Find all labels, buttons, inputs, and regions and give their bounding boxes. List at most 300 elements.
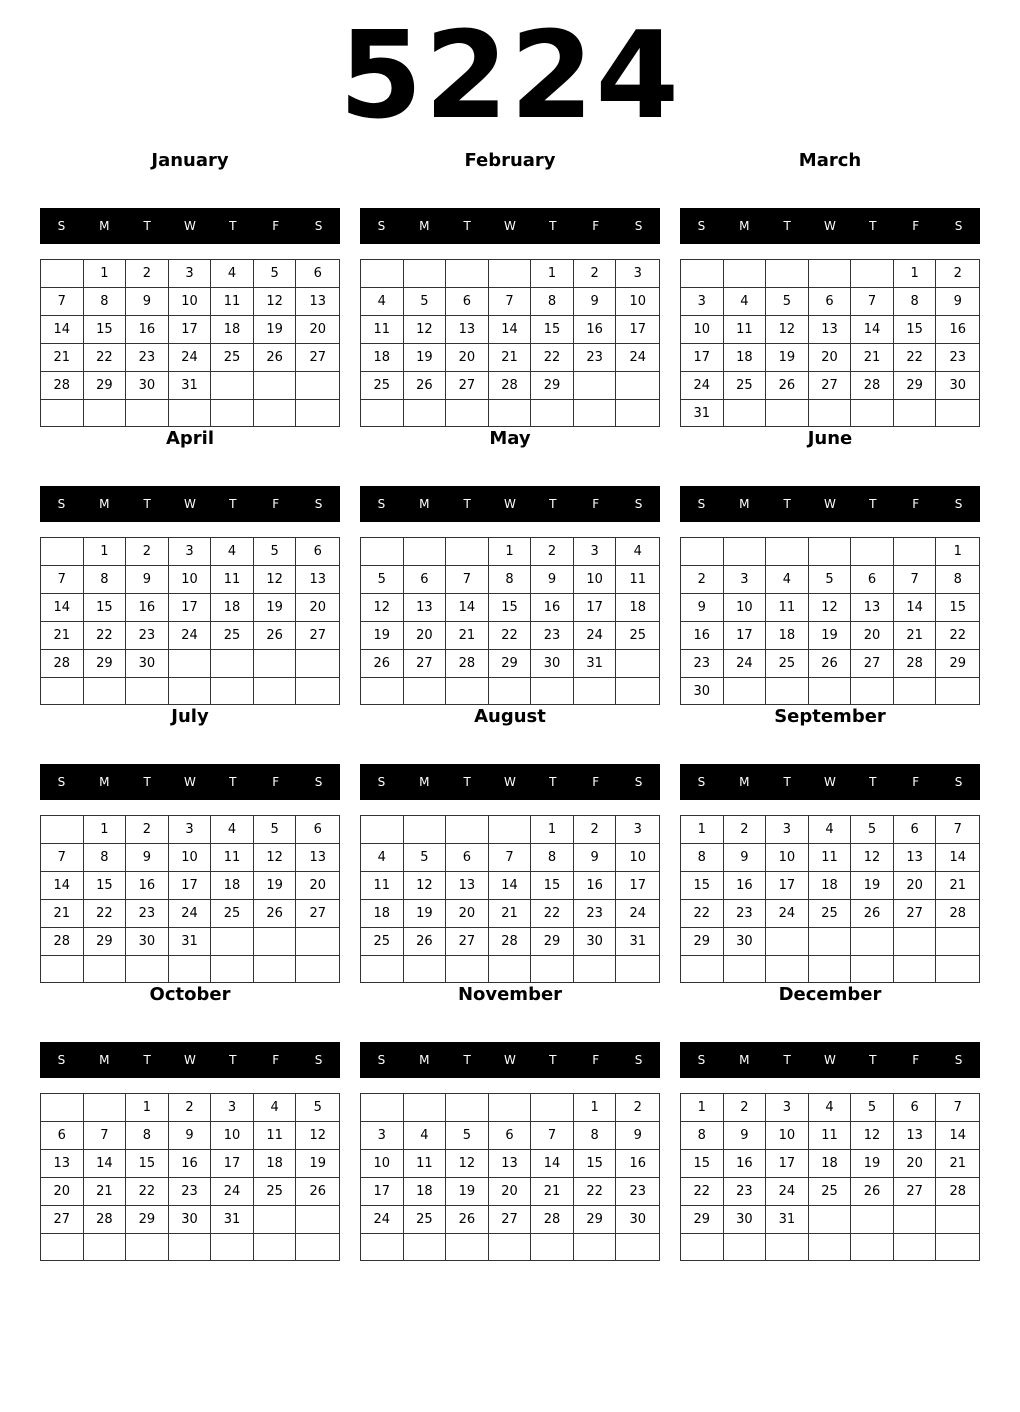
day-cell: 29 — [894, 372, 937, 400]
empty-day-cell — [211, 372, 254, 400]
empty-day-cell — [404, 678, 447, 704]
day-cell: 23 — [616, 1178, 659, 1206]
empty-day-cell — [404, 956, 447, 982]
empty-day-cell — [296, 928, 339, 956]
day-cell: 24 — [766, 900, 809, 928]
weekday-label: T — [229, 1053, 237, 1067]
day-cell: 20 — [489, 1178, 532, 1206]
day-grid — [680, 815, 980, 983]
empty-day-cell — [851, 1234, 894, 1260]
day-cell: 14 — [894, 594, 937, 622]
day-cell: 8 — [84, 288, 127, 316]
day-cell: 10 — [169, 566, 212, 594]
weekday-label: S — [697, 219, 706, 233]
day-cell: 21 — [936, 872, 979, 900]
month-name: April — [165, 428, 215, 449]
day-cell: 6 — [296, 816, 339, 844]
weekday-label: F — [912, 497, 920, 511]
empty-day-cell — [41, 956, 84, 982]
day-cell: 18 — [404, 1178, 447, 1206]
day-cell: 13 — [41, 1150, 84, 1178]
weekday-label: T — [549, 775, 557, 789]
day-cell: 26 — [809, 650, 852, 678]
day-cell: 21 — [41, 344, 84, 372]
day-cell: 22 — [681, 900, 724, 928]
day-cell: 16 — [574, 872, 617, 900]
day-cell: 4 — [724, 288, 767, 316]
day-cell: 3 — [724, 566, 767, 594]
empty-day-cell — [254, 678, 297, 704]
day-cell: 5 — [809, 566, 852, 594]
empty-day-cell — [84, 1094, 127, 1122]
day-grid — [680, 1093, 980, 1261]
empty-day-cell — [681, 538, 724, 566]
day-cell: 22 — [84, 622, 127, 650]
empty-day-cell — [361, 678, 404, 704]
day-cell: 22 — [894, 344, 937, 372]
day-cell: 25 — [211, 900, 254, 928]
day-cell: 27 — [489, 1206, 532, 1234]
weekday-label: T — [463, 219, 471, 233]
empty-day-cell — [616, 400, 659, 426]
weekday-label: W — [504, 219, 516, 233]
day-cell: 13 — [446, 316, 489, 344]
day-cell: 7 — [851, 288, 894, 316]
day-cell: 25 — [361, 928, 404, 956]
day-grid — [40, 259, 340, 427]
day-cell: 29 — [936, 650, 979, 678]
empty-day-cell — [84, 400, 127, 426]
empty-day-cell — [936, 956, 979, 982]
empty-day-cell — [361, 1234, 404, 1260]
weekday-header — [40, 486, 340, 522]
empty-day-cell — [574, 1234, 617, 1260]
day-cell: 30 — [126, 928, 169, 956]
weekday-label: S — [57, 1053, 66, 1067]
day-cell: 16 — [616, 1150, 659, 1178]
day-cell: 9 — [126, 844, 169, 872]
day-cell: 31 — [211, 1206, 254, 1234]
day-cell: 28 — [531, 1206, 574, 1234]
day-cell: 4 — [616, 538, 659, 566]
empty-day-cell — [361, 956, 404, 982]
day-cell: 17 — [766, 1150, 809, 1178]
day-cell: 12 — [851, 844, 894, 872]
empty-day-cell — [211, 928, 254, 956]
day-cell: 18 — [211, 594, 254, 622]
empty-day-cell — [851, 1206, 894, 1234]
day-cell: 10 — [681, 316, 724, 344]
day-cell: 20 — [851, 622, 894, 650]
empty-day-cell — [894, 678, 937, 705]
day-cell: 29 — [84, 928, 127, 956]
weekday-label: T — [549, 219, 557, 233]
empty-day-cell — [809, 1206, 852, 1234]
day-cell: 1 — [531, 260, 574, 288]
day-cell: 27 — [296, 622, 339, 650]
day-cell: 11 — [211, 844, 254, 872]
empty-day-cell — [936, 1206, 979, 1234]
day-cell: 3 — [211, 1094, 254, 1122]
day-cell: 7 — [41, 844, 84, 872]
day-cell: 8 — [574, 1122, 617, 1150]
empty-day-cell — [724, 1234, 767, 1260]
day-cell: 30 — [126, 650, 169, 678]
empty-day-cell — [254, 956, 297, 982]
day-cell: 14 — [84, 1150, 127, 1178]
day-cell: 18 — [616, 594, 659, 622]
day-cell: 25 — [211, 344, 254, 372]
day-cell: 17 — [361, 1178, 404, 1206]
day-cell: 25 — [809, 1178, 852, 1206]
month-name: February — [464, 150, 556, 171]
empty-day-cell — [574, 372, 617, 400]
day-cell: 14 — [489, 872, 532, 900]
day-cell: 8 — [681, 1122, 724, 1150]
day-cell: 5 — [766, 288, 809, 316]
day-cell: 14 — [936, 844, 979, 872]
weekday-label: W — [184, 219, 196, 233]
weekday-label: M — [419, 219, 430, 233]
day-cell: 23 — [126, 344, 169, 372]
empty-day-cell — [404, 1234, 447, 1260]
day-cell: 27 — [296, 900, 339, 928]
day-cell: 2 — [724, 816, 767, 844]
weekday-label: M — [99, 497, 110, 511]
empty-day-cell — [489, 678, 532, 704]
day-cell: 13 — [446, 872, 489, 900]
weekday-label: W — [504, 497, 516, 511]
weekday-label: T — [143, 497, 151, 511]
day-cell: 29 — [126, 1206, 169, 1234]
empty-day-cell — [766, 400, 809, 427]
day-cell: 29 — [531, 372, 574, 400]
empty-day-cell — [404, 1094, 447, 1122]
month-name: March — [798, 150, 862, 171]
day-cell: 18 — [254, 1150, 297, 1178]
day-cell: 6 — [809, 288, 852, 316]
day-cell: 26 — [254, 900, 297, 928]
day-cell: 19 — [446, 1178, 489, 1206]
day-cell: 30 — [681, 678, 724, 705]
day-cell: 30 — [616, 1206, 659, 1234]
month-may — [360, 428, 660, 671]
day-cell: 17 — [169, 594, 212, 622]
weekday-label: T — [463, 775, 471, 789]
day-cell: 26 — [361, 650, 404, 678]
day-cell: 18 — [766, 622, 809, 650]
weekday-header — [680, 486, 980, 522]
day-cell: 19 — [404, 344, 447, 372]
day-cell: 15 — [84, 316, 127, 344]
day-cell: 29 — [84, 372, 127, 400]
empty-day-cell — [446, 816, 489, 844]
day-cell: 21 — [41, 900, 84, 928]
day-cell: 7 — [531, 1122, 574, 1150]
empty-day-cell — [489, 816, 532, 844]
day-cell: 13 — [851, 594, 894, 622]
day-cell: 19 — [766, 344, 809, 372]
day-cell: 27 — [404, 650, 447, 678]
empty-day-cell — [531, 1234, 574, 1260]
day-cell: 5 — [404, 288, 447, 316]
month-name: November — [457, 984, 563, 1005]
day-cell: 30 — [724, 1206, 767, 1234]
empty-day-cell — [169, 400, 212, 426]
day-cell: 5 — [446, 1122, 489, 1150]
day-cell: 15 — [531, 316, 574, 344]
day-cell: 11 — [766, 594, 809, 622]
weekday-label: S — [634, 219, 643, 233]
day-cell: 23 — [681, 650, 724, 678]
day-cell: 28 — [41, 928, 84, 956]
day-cell: 1 — [681, 1094, 724, 1122]
day-cell: 2 — [126, 816, 169, 844]
day-cell: 11 — [361, 316, 404, 344]
day-cell: 11 — [809, 1122, 852, 1150]
empty-day-cell — [446, 260, 489, 288]
weekday-label: F — [272, 1053, 280, 1067]
day-cell: 31 — [766, 1206, 809, 1234]
day-cell: 24 — [574, 622, 617, 650]
day-grid — [40, 815, 340, 983]
day-cell: 9 — [681, 594, 724, 622]
day-cell: 22 — [84, 344, 127, 372]
empty-day-cell — [681, 1234, 724, 1260]
empty-day-cell — [894, 400, 937, 427]
empty-day-cell — [361, 260, 404, 288]
year-title: 5224 — [339, 7, 681, 146]
day-cell: 4 — [361, 844, 404, 872]
day-cell: 31 — [681, 400, 724, 427]
weekday-header — [40, 208, 340, 244]
empty-day-cell — [616, 372, 659, 400]
day-cell: 15 — [489, 594, 532, 622]
day-cell: 19 — [254, 316, 297, 344]
month-name: October — [149, 984, 231, 1005]
day-cell: 17 — [616, 872, 659, 900]
empty-day-cell — [681, 260, 724, 288]
day-cell: 20 — [894, 1150, 937, 1178]
day-grid — [680, 259, 980, 427]
weekday-label: W — [824, 497, 836, 511]
empty-day-cell — [616, 956, 659, 982]
day-cell: 21 — [489, 344, 532, 372]
day-cell: 25 — [766, 650, 809, 678]
day-cell: 23 — [724, 900, 767, 928]
empty-day-cell — [446, 538, 489, 566]
weekday-label: T — [143, 1053, 151, 1067]
day-cell: 13 — [296, 288, 339, 316]
weekday-label: F — [912, 219, 920, 233]
day-cell: 6 — [894, 1094, 937, 1122]
empty-day-cell — [361, 1094, 404, 1122]
day-cell: 10 — [616, 844, 659, 872]
weekday-label: T — [549, 497, 557, 511]
weekday-label: M — [419, 497, 430, 511]
empty-day-cell — [766, 678, 809, 705]
day-grid — [360, 259, 660, 427]
day-cell: 20 — [446, 900, 489, 928]
day-cell: 29 — [531, 928, 574, 956]
day-cell: 7 — [936, 1094, 979, 1122]
empty-day-cell — [41, 678, 84, 704]
weekday-label: T — [463, 497, 471, 511]
day-cell: 24 — [724, 650, 767, 678]
day-cell: 14 — [41, 316, 84, 344]
empty-day-cell — [446, 1094, 489, 1122]
day-cell: 27 — [809, 372, 852, 400]
day-cell: 4 — [361, 288, 404, 316]
day-cell: 14 — [851, 316, 894, 344]
weekday-label: W — [504, 1053, 516, 1067]
empty-day-cell — [724, 538, 767, 566]
day-cell: 2 — [616, 1094, 659, 1122]
day-cell: 13 — [894, 1122, 937, 1150]
day-cell: 19 — [254, 594, 297, 622]
day-cell: 5 — [404, 844, 447, 872]
empty-day-cell — [766, 260, 809, 288]
day-cell: 22 — [84, 900, 127, 928]
day-cell: 11 — [254, 1122, 297, 1150]
day-cell: 21 — [531, 1178, 574, 1206]
day-cell: 1 — [84, 260, 127, 288]
day-cell: 24 — [211, 1178, 254, 1206]
day-cell: 2 — [169, 1094, 212, 1122]
day-cell: 6 — [894, 816, 937, 844]
month-june — [680, 428, 980, 699]
day-cell: 14 — [531, 1150, 574, 1178]
empty-day-cell — [809, 678, 852, 705]
day-cell: 18 — [361, 900, 404, 928]
weekday-label: M — [99, 1053, 110, 1067]
empty-day-cell — [254, 372, 297, 400]
day-cell: 19 — [254, 872, 297, 900]
day-cell: 7 — [489, 288, 532, 316]
day-cell: 26 — [254, 344, 297, 372]
day-cell: 2 — [126, 538, 169, 566]
day-cell: 10 — [766, 844, 809, 872]
month-name: September — [774, 706, 886, 727]
day-cell: 27 — [894, 1178, 937, 1206]
day-cell: 20 — [296, 872, 339, 900]
day-cell: 15 — [84, 872, 127, 900]
day-cell: 4 — [211, 538, 254, 566]
empty-day-cell — [851, 956, 894, 982]
empty-day-cell — [211, 650, 254, 678]
month-november — [360, 984, 660, 1227]
day-cell: 19 — [809, 622, 852, 650]
empty-day-cell — [211, 400, 254, 426]
day-cell: 26 — [766, 372, 809, 400]
day-cell: 17 — [169, 316, 212, 344]
weekday-label: S — [697, 497, 706, 511]
day-cell: 21 — [936, 1150, 979, 1178]
month-name: August — [474, 706, 546, 727]
weekday-header — [360, 1042, 660, 1078]
empty-day-cell — [851, 928, 894, 956]
day-cell: 21 — [41, 622, 84, 650]
day-cell: 25 — [724, 372, 767, 400]
day-cell: 28 — [489, 928, 532, 956]
empty-day-cell — [84, 956, 127, 982]
day-cell: 11 — [404, 1150, 447, 1178]
empty-day-cell — [361, 538, 404, 566]
day-cell: 1 — [894, 260, 937, 288]
day-cell: 7 — [446, 566, 489, 594]
weekday-label: S — [954, 775, 963, 789]
day-cell: 13 — [894, 844, 937, 872]
day-cell: 6 — [404, 566, 447, 594]
day-cell: 26 — [851, 1178, 894, 1206]
day-cell: 22 — [574, 1178, 617, 1206]
weekday-label: S — [377, 1053, 386, 1067]
day-cell: 28 — [41, 650, 84, 678]
empty-day-cell — [851, 400, 894, 427]
day-cell: 16 — [126, 594, 169, 622]
weekday-label: F — [272, 775, 280, 789]
day-cell: 8 — [531, 288, 574, 316]
month-january — [40, 150, 340, 393]
day-cell: 2 — [574, 260, 617, 288]
day-cell: 1 — [936, 538, 979, 566]
day-cell: 31 — [169, 928, 212, 956]
empty-day-cell — [41, 1234, 84, 1260]
weekday-label: T — [229, 219, 237, 233]
empty-day-cell — [404, 400, 447, 426]
empty-day-cell — [809, 538, 852, 566]
day-cell: 9 — [574, 844, 617, 872]
weekday-label: T — [869, 219, 877, 233]
weekday-label: T — [869, 1053, 877, 1067]
empty-day-cell — [211, 1234, 254, 1260]
weekday-label: M — [739, 1053, 750, 1067]
day-cell: 27 — [446, 372, 489, 400]
empty-day-cell — [361, 400, 404, 426]
day-cell: 5 — [254, 260, 297, 288]
weekday-label: F — [592, 497, 600, 511]
day-cell: 13 — [296, 566, 339, 594]
month-october — [40, 984, 340, 1227]
day-cell: 9 — [126, 288, 169, 316]
weekday-header — [680, 764, 980, 800]
day-cell: 6 — [41, 1122, 84, 1150]
day-cell: 24 — [616, 344, 659, 372]
day-cell: 17 — [766, 872, 809, 900]
day-cell: 18 — [211, 316, 254, 344]
empty-day-cell — [936, 928, 979, 956]
empty-day-cell — [936, 1234, 979, 1260]
day-cell: 25 — [254, 1178, 297, 1206]
day-cell: 11 — [809, 844, 852, 872]
empty-day-cell — [84, 678, 127, 704]
day-cell: 1 — [84, 816, 127, 844]
day-cell: 23 — [936, 344, 979, 372]
day-cell: 28 — [894, 650, 937, 678]
day-cell: 21 — [84, 1178, 127, 1206]
empty-day-cell — [296, 1234, 339, 1260]
day-cell: 3 — [616, 816, 659, 844]
day-cell: 9 — [616, 1122, 659, 1150]
day-cell: 24 — [616, 900, 659, 928]
empty-day-cell — [894, 1234, 937, 1260]
day-cell: 22 — [489, 622, 532, 650]
day-cell: 19 — [296, 1150, 339, 1178]
month-april — [40, 428, 340, 671]
weekday-label: S — [634, 497, 643, 511]
day-cell: 7 — [41, 288, 84, 316]
empty-day-cell — [724, 956, 767, 982]
